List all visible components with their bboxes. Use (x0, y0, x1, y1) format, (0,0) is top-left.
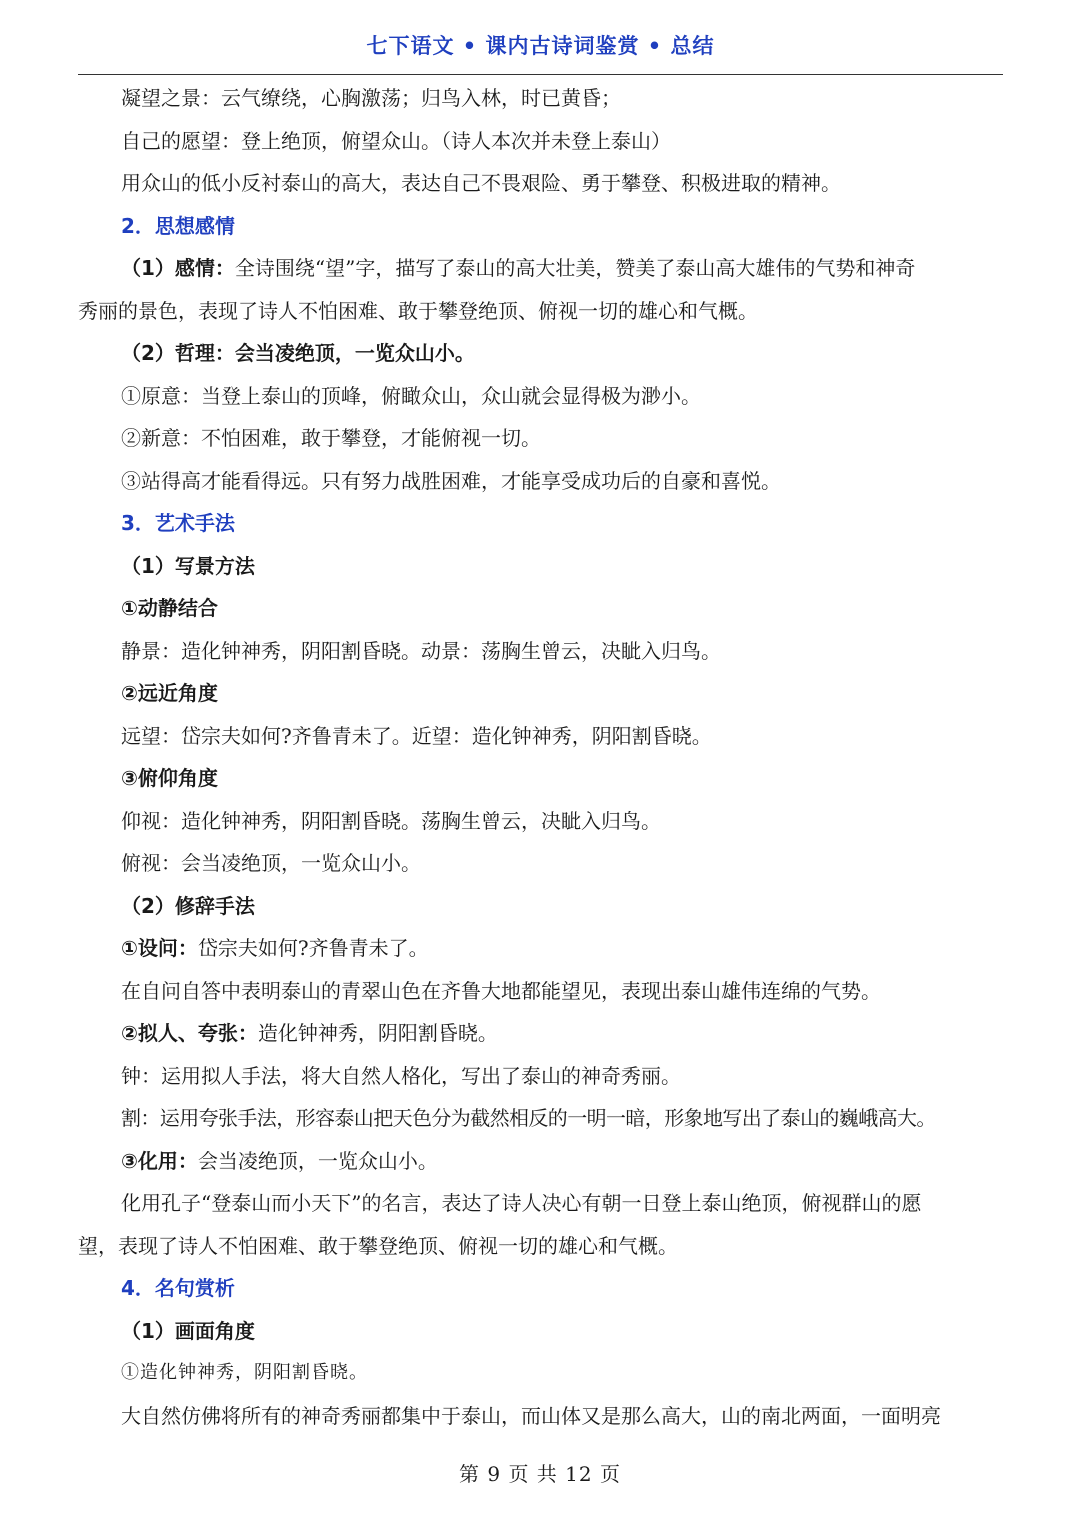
section-heading: 2．思想感情 (121, 213, 235, 238)
paragraph: 秀丽的景色，表现了诗人不怕困难、敢于攀登绝顶、俯视一切的雄心和气概。 (78, 298, 758, 323)
paragraph (78, 1012, 1003, 1055)
section-heading: 4．名句赏析 (121, 1276, 235, 1300)
paragraph: 仰视：造化钟神秀，阴阳割昏晓。荡胸生曾云，决眦入归鸟。 (121, 808, 661, 833)
page-header (78, 0, 1003, 75)
inline-text: 造化钟神秀，阴阳割昏晓。 (257, 1021, 498, 1045)
paragraph: ②新意：不怕困难，敢于攀登，才能俯视一切。 (121, 426, 541, 450)
paragraph: 远望：岱宗夫如何?齐鲁青未了。近望：造化钟神秀，阴阳割昏晓。 (121, 723, 712, 748)
page-number: 第 9 页 共 12 页 (459, 1462, 621, 1486)
quoted-verse: ①造化钟神秀，阴阳割昏晓。 (121, 1362, 368, 1383)
paragraph: 用众山的低小反衬泰山的高大，表达自己不畏艰险、勇于攀登、积极进取的精神。 (121, 171, 841, 195)
inline-label: ①设问： (121, 936, 198, 960)
paragraph: 俯视：会当凌绝顶，一览众山小。 (121, 851, 421, 875)
paragraph: 大自然仿佛将所有的神奇秀丽都集中于泰山，而山体又是那么高大，山的南北两面，一面明亮 (121, 1403, 941, 1428)
subsection-heading: ③俯仰角度 (121, 766, 218, 790)
inline-text: 岱宗夫如何?齐鲁青未了。 (197, 936, 429, 960)
paragraph: ③站得高才能看得远。只有努力战胜困难，才能享受成功后的自豪和喜悦。 (121, 468, 781, 493)
inline-label: ②拟人、夸张： (121, 1021, 258, 1045)
paragraph (78, 247, 1003, 290)
paragraph: 在自问自答中表明泰山的青翠山色在齐鲁大地都能望见，表现出泰山雄伟连绵的气势。 (121, 978, 881, 1003)
subsection-heading: （1）画面角度 (121, 1318, 255, 1343)
inline-label: ③化用： (121, 1148, 198, 1173)
subsection-heading: ②远近角度 (121, 681, 218, 705)
section-heading: 3．艺术手法 (121, 511, 235, 535)
paragraph: 自己的愿望：登上绝顶，俯望众山。（诗人本次并未登上泰山） (121, 128, 671, 153)
paragraph (78, 927, 1003, 970)
paragraph: 静景：造化钟神秀，阴阳割昏晓。动景：荡胸生曾云，决眦入归鸟。 (121, 638, 721, 663)
paragraph: 割：运用夸张手法，形容泰山把天色分为截然相反的一明一暗，形象地写出了泰山的巍峨高大。 (121, 1106, 936, 1130)
subsection-heading: （2）修辞手法 (121, 893, 255, 918)
subsection-heading: （1）写景方法 (121, 553, 255, 578)
paragraph: 钟：运用拟人手法，将大自然人格化，写出了泰山的神奇秀丽。 (121, 1063, 681, 1088)
header-title: 七下语文 • 课内古诗词鉴赏 • 总结 (366, 34, 715, 58)
paragraph: 望，表现了诗人不怕困难、敢于攀登绝顶、俯视一切的雄心和气概。 (78, 1233, 678, 1258)
paragraph: 凝望之景：云气缭绕，心胸激荡；归鸟入林，时已黄昏； (121, 86, 621, 110)
inline-text: 会当凌绝顶，一览众山小。 (197, 1148, 438, 1173)
inline-label: （1）感情： (121, 256, 235, 280)
paragraph: 化用孔子“登泰山而小天下”的名言，表达了诗人决心有朝一日登上泰山绝顶，俯视群山的愿 (121, 1191, 922, 1215)
subsection-heading: （2）哲理：会当凌绝顶，一览众山小。 (121, 341, 475, 365)
paragraph: ①原意：当登上泰山的顶峰，俯瞰众山，众山就会显得极为渺小。 (121, 383, 701, 408)
document-body (78, 77, 1003, 1437)
subsection-heading: ①动静结合 (121, 596, 218, 620)
paragraph (78, 1140, 1003, 1183)
inline-text: 全诗围绕“望”字，描写了泰山的高大壮美，赞美了泰山高大雄伟的气势和神奇 (234, 256, 916, 280)
